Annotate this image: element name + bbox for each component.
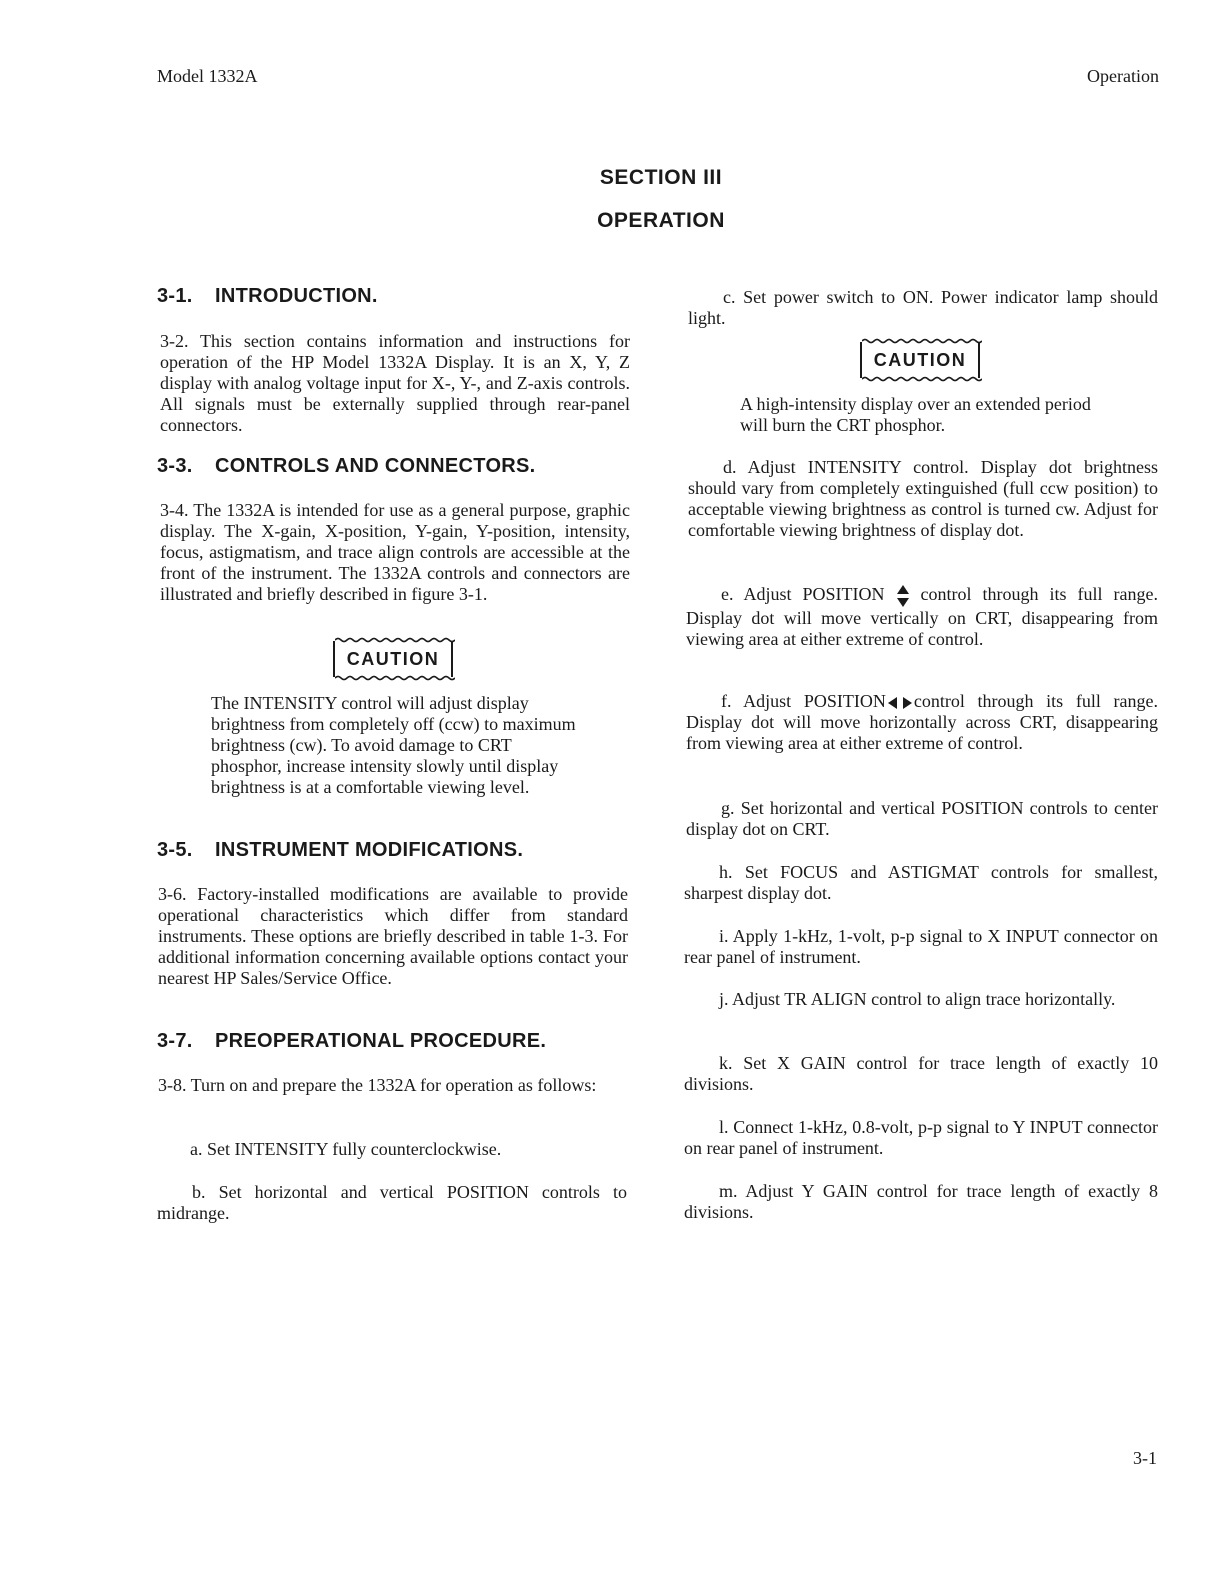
section-title: OPERATION xyxy=(597,209,725,232)
step-e-body: control through its full range. Display dot will move vertically on CRT, disappearing from viewing area at either extreme of control. xyxy=(686,584,1159,649)
step-l: l. Connect 1-kHz, 0.8-volt, p-p signal to Y INPUT connector on rear panel of instrument. xyxy=(684,1117,1158,1158)
heading-3-5 xyxy=(157,840,523,861)
step-f xyxy=(686,691,1158,754)
vertical-arrows-icon xyxy=(896,584,910,608)
heading-3-3 xyxy=(157,456,536,477)
step-k: k. Set X GAIN control for trace length of exactly 10 divisions. xyxy=(684,1053,1158,1094)
step-m: m. Adjust Y GAIN control for trace length of exactly 8 divisions. xyxy=(684,1181,1158,1222)
caution-text-phosphor: A high-intensity display over an extended period will burn the CRT phosphor. xyxy=(740,394,1091,435)
step-i: i. Apply 1-kHz, 1-volt, p-p signal to X INPUT connector on rear panel of instrument. xyxy=(684,926,1158,967)
step-c: c. Set power switch to ON. Power indicator lamp should light. xyxy=(688,287,1158,328)
heading-number: 3-1. xyxy=(157,285,193,307)
caution-box xyxy=(333,641,453,677)
paragraph-3-6: 3-6. Factory-installed modifications are available to provide operational characteristics which differ from standard instruments. These options are briefly described in table 1-3. For additional information concerning available options contact your nearest HP Sales/Service Office. xyxy=(158,884,628,988)
step-a: a. Set INTENSITY fully counterclockwise. xyxy=(190,1139,502,1159)
paragraph-3-8: 3-8. Turn on and prepare the 1332A for operation as follows: xyxy=(158,1075,597,1095)
header-model: Model 1332A xyxy=(157,66,258,86)
paragraph-3-4: 3-4. The 1332A is intended for use as a general purpose, graphic display. The X-gain, X-position, Y-gain, Y-position, intensity, focus, astigmatism, and trace align controls are accessible at the front of the instrument. The 1332A controls and connectors are illustrated and briefly described in figure 3-1. xyxy=(160,500,630,604)
step-f-body: control through its full range. Display dot will move horizontally across CRT, disappearing from viewing area at either extreme of control. xyxy=(686,691,1158,753)
heading-3-1 xyxy=(157,286,378,307)
caution-border-wave xyxy=(862,376,982,382)
step-h: h. Set FOCUS and ASTIGMAT controls for smallest, sharpest display dot. xyxy=(684,862,1158,903)
heading-text: CONTROLS AND CONNECTORS. xyxy=(215,455,536,477)
heading-3-7 xyxy=(157,1031,546,1052)
caution-border-wave xyxy=(335,637,455,643)
horizontal-arrows-icon xyxy=(886,696,914,710)
step-f-lead: f. Adjust POSITION xyxy=(721,691,886,711)
heading-text: INTRODUCTION. xyxy=(215,285,378,307)
heading-number: 3-3. xyxy=(157,455,193,477)
heading-text: INSTRUMENT MODIFICATIONS. xyxy=(215,839,524,861)
caution-text-intensity: The INTENSITY control will adjust display brightness from completely off (ccw) to maximum brightness (cw). To avoid damage to CRT phosphor, increase intensity slowly until display brightness is at a comfortable viewing level. xyxy=(211,693,576,797)
heading-text: PREOPERATIONAL PROCEDURE. xyxy=(215,1030,547,1052)
step-e xyxy=(686,584,1158,650)
step-g: g. Set horizontal and vertical POSITION controls to center display dot on CRT. xyxy=(686,798,1158,839)
header-section: Operation xyxy=(1087,66,1159,86)
caution-border-wave xyxy=(862,338,982,344)
section-number: SECTION III xyxy=(599,166,723,189)
step-d: d. Adjust INTENSITY control. Display dot brightness should vary from completely extinguished (full ccw position) to acceptable viewing brightness as control is turned cw. Adjust for comfortable viewing brightness of display dot. xyxy=(688,457,1158,540)
step-b: b. Set horizontal and vertical POSITION controls to midrange. xyxy=(157,1182,627,1223)
paragraph-3-2: 3-2. This section contains information and instructions for operation of the HP Model 1332A Display. It is an X, Y, Z display with analog voltage input for X-, Y-, and Z-axis controls. All signals must be externally supplied through rear-panel connectors. xyxy=(160,331,630,435)
page-number: 3-1 xyxy=(1133,1448,1157,1468)
caution-label: CAUTION xyxy=(346,649,440,669)
caution-border-wave xyxy=(335,675,455,681)
step-e-lead: e. Adjust POSITION xyxy=(721,584,885,605)
heading-number: 3-7. xyxy=(157,1030,193,1052)
caution-label: CAUTION xyxy=(873,350,967,370)
step-j: j. Adjust TR ALIGN control to align trace horizontally. xyxy=(719,989,1116,1009)
heading-number: 3-5. xyxy=(157,839,193,861)
caution-box xyxy=(860,342,980,378)
